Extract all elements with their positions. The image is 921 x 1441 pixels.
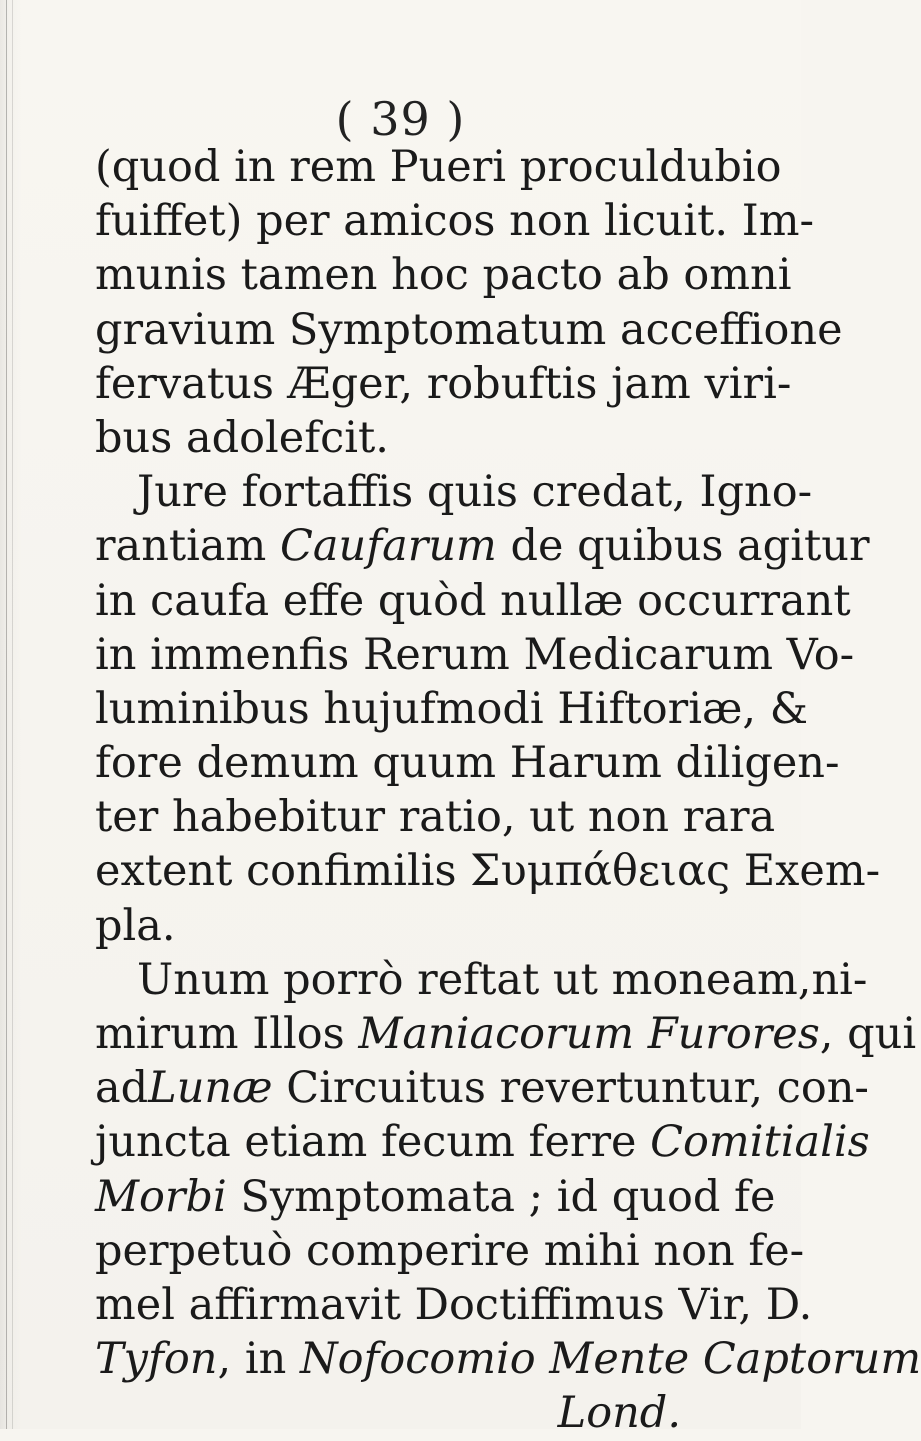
text-line: in caufa effe quòd nullæ occurrant [95, 575, 851, 626]
page-number: ( 39 ) [335, 92, 466, 146]
text-line [95, 1115, 870, 1169]
text-line: fervatus Æger, robuftis jam viri- [95, 358, 792, 409]
italic-term: Nofocomio Mente Captorum [299, 1334, 921, 1385]
text-run: , qui [819, 1009, 917, 1059]
text-line: (quod in rem Pueri proculdubio [95, 142, 782, 192]
italic-term: Caufarum [280, 521, 497, 572]
text-run: Circuitus revertuntur, con- [272, 1063, 869, 1114]
text-line [95, 1007, 917, 1061]
text-run: juncta etiam fecum ferre [95, 1117, 651, 1168]
body-text [95, 140, 921, 1441]
text-line [95, 1332, 921, 1386]
italic-term: Lunæ [148, 1063, 273, 1114]
text-run: Symptomata ; id quod fe [226, 1171, 776, 1222]
text-line: fuiffet) per amicos non licuit. Im- [95, 196, 815, 247]
text-line: munis tamen hoc pacto ab omni [95, 250, 792, 301]
italic-term: Tyfon [95, 1334, 218, 1385]
text-line: perpetuò comperire mihi non fe- [95, 1225, 805, 1276]
text-line: pla. [95, 900, 176, 951]
catchword: Lond. [557, 1388, 681, 1439]
text-line: extent confimilis Συμπάθειας Exem- [95, 846, 881, 897]
text-run: mirum Illos [95, 1009, 359, 1059]
text-line: luminibus hujufmodi Hiftoriæ, & [95, 683, 808, 734]
text-line: Jure fortaffis quis credat, Igno- [137, 467, 813, 518]
text-line: bus adolefcit. [95, 412, 389, 463]
text-run: ad [95, 1063, 149, 1114]
text-line: gravium Symptomatum acceffione [95, 304, 843, 355]
text-run: de quibus agitur [496, 521, 870, 572]
binding-edge-line [6, 0, 7, 1429]
text-run: , in [217, 1334, 300, 1385]
italic-term: Comitialis [650, 1117, 870, 1168]
binding-edge-line-inner [12, 0, 13, 1429]
text-line [95, 1170, 791, 1224]
text-line: fore demum quum Harum diligen- [95, 738, 840, 789]
text-line: ter habebitur ratio, ut non rara [95, 792, 776, 843]
text-line: Unum porrò reftat ut moneam,ni- [137, 954, 868, 1005]
italic-term: Morbi [95, 1171, 227, 1222]
italic-term: Maniacorum Furores [358, 1009, 820, 1059]
text-line [95, 519, 870, 573]
text-run: rantiam [95, 521, 280, 572]
text-line: mel affirmavit Doctiffimus Vir, D. [95, 1279, 813, 1330]
text-line [95, 1061, 869, 1115]
text-line: in immenfis Rerum Medicarum Vo- [95, 629, 855, 680]
